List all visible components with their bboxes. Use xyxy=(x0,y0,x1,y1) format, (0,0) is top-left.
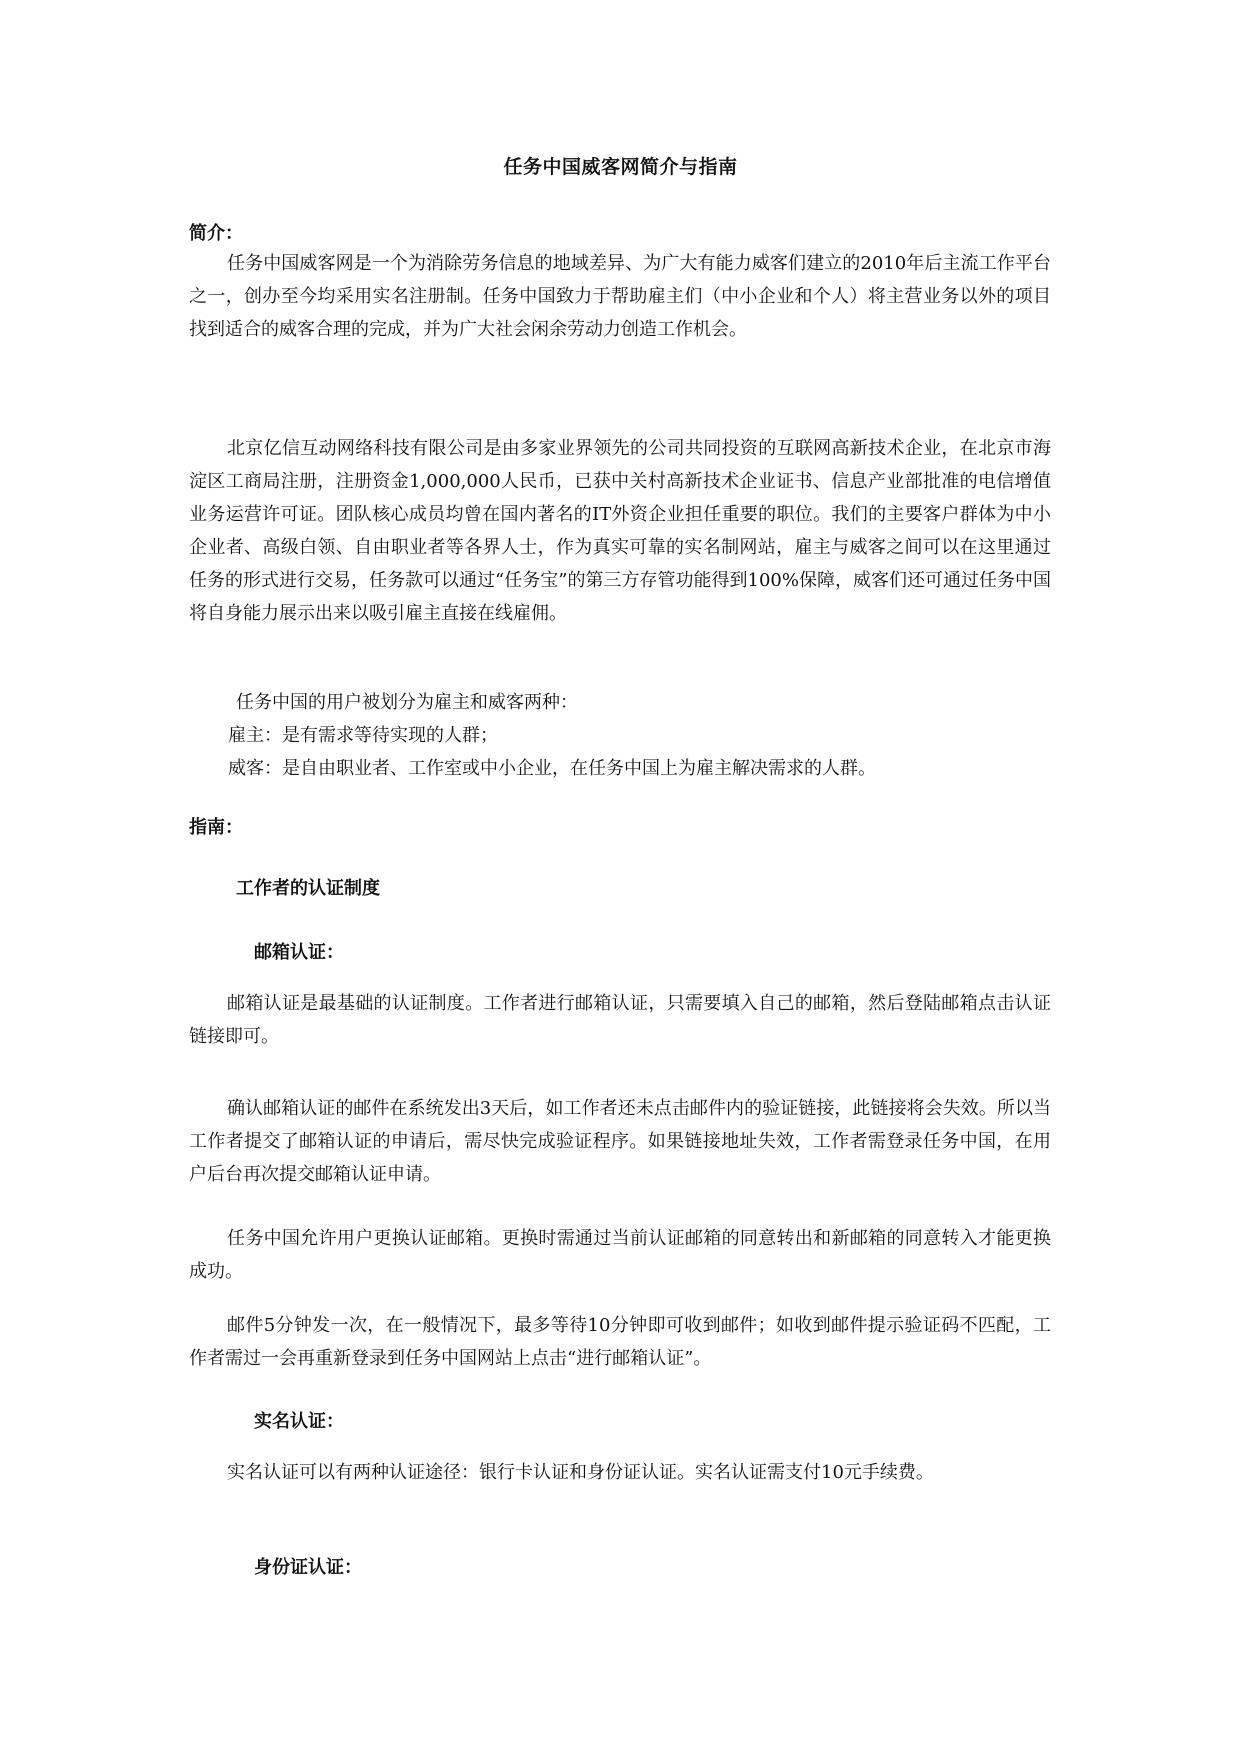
employer-definition: 雇主：是有需求等待实现的人群； xyxy=(228,725,498,746)
user-types-line: 任务中国的用户被划分为雇主和威客两种： xyxy=(236,692,578,713)
guide-heading: 指南： xyxy=(189,817,243,838)
intro-paragraph-1: 任务中国威客网是一个为消除劳务信息的地域差异、为广大有能力威客们建立的2010年后主流工作平台之一，创办至今均采用实名注册制。任务中国致力于帮助雇主们（中小企业和个人）将主营业务以外的项目找到适合的威客合理的完成，并为广大社会闲余劳动力创造工作机会。 xyxy=(189,253,1051,340)
intro-heading: 简介： xyxy=(189,223,243,244)
intro-paragraph-2: 北京亿信互动网络科技有限公司是由多家业界领先的公司共同投资的互联网高新技术企业，在北京市海淀区工商局注册，注册资金1,000,000人民币，已获中关村高新技术企业证书、信息产业部批准的电信增值业务运营许可证。团队核心成员均曾在国内著名的IT外资企业担任重要的职位。我们的主要客户群体为中小企业者、高级白领、自由职业者等各界人士，作为真实可靠的实名制网站，雇主与威客之间可以在这里通过任务的形式进行交易，任务款可以通过“任务宝”的第三方存管功能得到100%保障，威客们还可通过任务中国将自身能力展示出来以吸引雇主直接在线雇佣。 xyxy=(189,438,1051,624)
email-paragraph-1: 邮箱认证是最基础的认证制度。工作者进行邮箱认证，只需要填入自己的邮箱，然后登陆邮箱点击认证链接即可。 xyxy=(189,993,1051,1047)
idcard-certification-heading: 身份证认证： xyxy=(254,1557,362,1578)
certification-system-heading: 工作者的认证制度 xyxy=(236,878,380,899)
email-paragraph-3: 任务中国允许用户更换认证邮箱。更换时需通过当前认证邮箱的同意转出和新邮箱的同意转入才能更换成功。 xyxy=(189,1228,1051,1282)
email-certification-heading: 邮箱认证： xyxy=(254,942,344,963)
realname-paragraph-1: 实名认证可以有两种认证途径：银行卡认证和身份证认证。实名认证需支付10元手续费。 xyxy=(227,1462,934,1483)
document-title: 任务中国威客网简介与指南 xyxy=(503,156,738,178)
email-paragraph-4: 邮件5分钟发一次，在一般情况下，最多等待10分钟即可收到邮件；如收到邮件提示验证码不匹配，工作者需过一会再重新登录到任务中国网站上点击“进行邮箱认证”。 xyxy=(189,1315,1051,1369)
realname-certification-heading: 实名认证： xyxy=(254,1411,344,1432)
weike-definition: 威客：是自由职业者、工作室或中小企业，在任务中国上为雇主解决需求的人群。 xyxy=(228,758,876,779)
email-paragraph-2: 确认邮箱认证的邮件在系统发出3天后，如工作者还未点击邮件内的验证链接，此链接将会失效。所以当工作者提交了邮箱认证的申请后，需尽快完成验证程序。如果链接地址失效，工作者需登录任务中国，在用户后台再次提交邮箱认证申请。 xyxy=(189,1098,1051,1185)
